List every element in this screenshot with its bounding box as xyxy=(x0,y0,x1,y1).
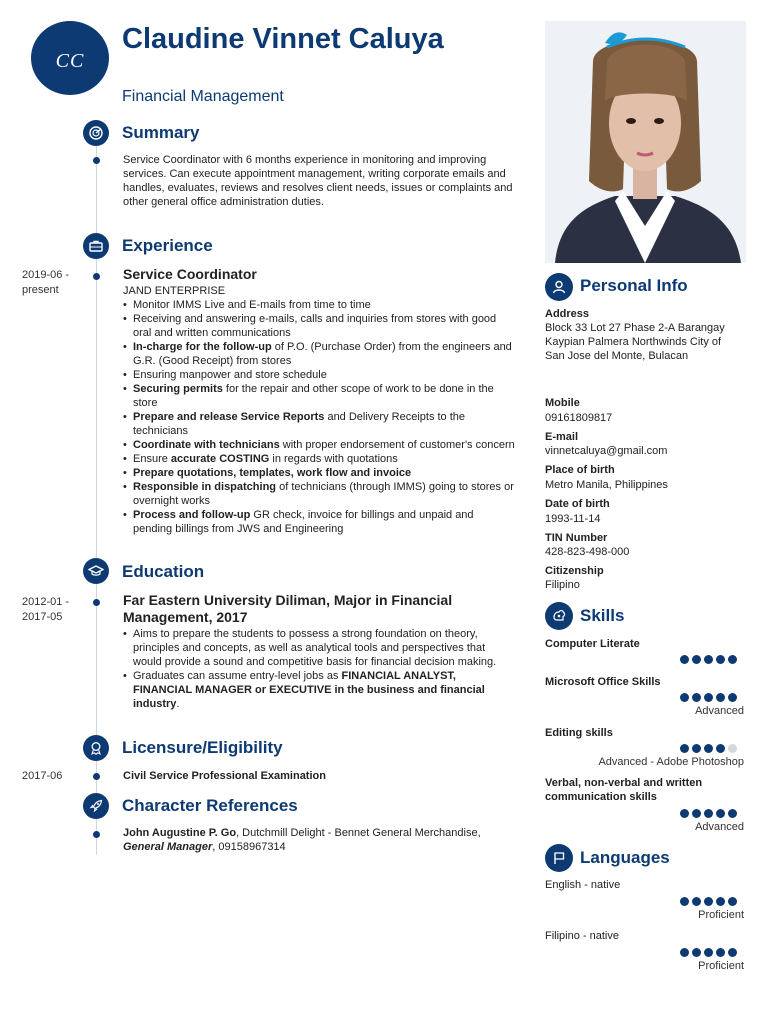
place-of-birth-label: Place of birth xyxy=(545,464,615,476)
rating-dot-filled xyxy=(680,693,689,702)
mobile-label: Mobile xyxy=(545,397,580,409)
skill-name: Verbal, non-verbal and written communication skills xyxy=(545,777,703,803)
reference-position: General Manager xyxy=(123,841,213,853)
experience-role: Service Coordinator xyxy=(123,266,257,282)
rating-dot-filled xyxy=(728,897,737,906)
tin-value: 428-823-498-000 xyxy=(545,546,630,558)
reference-phone: , 09158967314 xyxy=(212,841,286,853)
rating-dot-filled xyxy=(692,809,701,818)
list-item: • Securing permits for the repair and other scope of work to be done in the store xyxy=(123,382,515,410)
references-heading: Character References xyxy=(122,796,298,815)
skill-name: Computer Literate xyxy=(545,638,640,650)
rating-dot-filled xyxy=(680,744,689,753)
puzzle-hand-icon xyxy=(545,602,573,630)
rating-dots xyxy=(680,809,737,818)
language-level: Proficient xyxy=(698,960,744,972)
monogram-initials: CC xyxy=(55,49,85,72)
date-of-birth-label: Date of birth xyxy=(545,498,610,510)
personal-info-heading: Personal Info xyxy=(580,276,688,295)
language-name: Filipino - native xyxy=(545,930,619,942)
education-degree: Far Eastern University Diliman, Major in Financial Management, 2017 xyxy=(123,592,453,625)
rating-dot-filled xyxy=(716,655,725,664)
education-details xyxy=(123,627,515,711)
skill-level: Advanced xyxy=(695,821,744,833)
person-icon xyxy=(545,273,573,301)
rating-dots xyxy=(680,655,737,664)
monogram-badge xyxy=(31,21,109,95)
email-value: vinnetcaluya@gmail.com xyxy=(545,445,668,457)
experience-company: JAND ENTERPRISE xyxy=(123,285,226,297)
address-label: Address xyxy=(545,308,590,320)
award-ribbon-icon xyxy=(83,735,109,761)
timeline-dot xyxy=(93,599,100,606)
skills-heading: Skills xyxy=(580,606,625,625)
education-date: 2012-01 - 2017-05 xyxy=(22,596,70,623)
skill-level: Advanced - Adobe Photoshop xyxy=(598,756,744,768)
list-item: • Responsible in dispatching of technicians (through IMMS) going to stores or overnight works xyxy=(123,480,515,508)
experience-duties xyxy=(123,298,515,536)
rating-dots xyxy=(680,948,737,957)
graduation-cap-icon xyxy=(83,558,109,584)
rating-dots xyxy=(680,744,737,753)
place-of-birth-value: Metro Manila, Philippines xyxy=(545,479,668,491)
reference-name: John Augustine P. Go xyxy=(123,827,237,839)
experience-date: 2019-06 - present xyxy=(22,269,70,296)
skill-level: Advanced xyxy=(695,705,744,717)
summary-heading: Summary xyxy=(122,123,200,142)
citizenship-value: Filipino xyxy=(545,579,580,591)
rating-dot-filled xyxy=(704,744,713,753)
list-item: • Aims to prepare the students to possess a strong foundation on theory, principles and concepts, as well as analytical tools and perspectives that would provide a sound and competitive basis for financial decision making. xyxy=(123,627,515,669)
rating-dot-filled xyxy=(704,655,713,664)
rating-dot-filled xyxy=(704,897,713,906)
radar-icon xyxy=(83,120,109,146)
mobile-value: 09161809817 xyxy=(545,412,613,424)
licensure-date: 2017-06 xyxy=(22,770,63,782)
rating-dot-filled xyxy=(692,897,701,906)
skill-name: Microsoft Office Skills xyxy=(545,676,661,688)
summary-text: Service Coordinator with 6 months experience in monitoring and improving services. Can execute appointment management, writing corporate emails and handles, evaluates, reviews and resolves client needs, issues or complaints and other general office administration duties. xyxy=(123,154,513,208)
list-item: • Ensuring manpower and store schedule xyxy=(123,368,515,382)
rating-dot-filled xyxy=(716,897,725,906)
list-item: • In-charge for the follow-up of P.O. (Purchase Order) from the engineers and G.R. (Good Receipt) from stores xyxy=(123,340,515,368)
rating-dot-filled xyxy=(728,809,737,818)
language-level: Proficient xyxy=(698,909,744,921)
rating-dot-filled xyxy=(692,693,701,702)
rating-dot-filled xyxy=(728,655,737,664)
rating-dot-filled xyxy=(716,948,725,957)
timeline-dot xyxy=(93,773,100,780)
languages-heading: Languages xyxy=(580,848,670,867)
list-item: • Prepare quotations, templates, work flow and invoice xyxy=(123,466,515,480)
citizenship-label: Citizenship xyxy=(545,565,604,577)
rating-dot-filled xyxy=(728,693,737,702)
rating-dot-filled xyxy=(692,744,701,753)
rating-dot-filled xyxy=(704,693,713,702)
timeline-dot xyxy=(93,831,100,838)
rating-dot-filled xyxy=(716,744,725,753)
address-value: Block 33 Lot 27 Phase 2-A Barangay Kaypian Palmera Northwinds City of San Jose del Monte, Bulacan xyxy=(545,322,725,362)
tin-label: TIN Number xyxy=(545,532,608,544)
timeline-dot xyxy=(93,157,100,164)
language-name: English - native xyxy=(545,879,621,891)
candidate-name: Claudine Vinnet Caluya xyxy=(122,23,444,55)
list-item: • Coordinate with technicians with proper endorsement of customer's concern xyxy=(123,438,515,452)
rating-dot-filled xyxy=(680,897,689,906)
rating-dot-filled xyxy=(704,948,713,957)
education-heading: Education xyxy=(122,562,205,581)
list-item: • Prepare and release Service Reports and Delivery Receipts to the technicians xyxy=(123,410,515,438)
rating-dot-empty xyxy=(728,744,737,753)
timeline-dot xyxy=(93,273,100,280)
email-label: E-mail xyxy=(545,431,579,443)
rating-dot-filled xyxy=(692,948,701,957)
rating-dots xyxy=(680,897,737,906)
rating-dot-filled xyxy=(728,948,737,957)
rating-dot-filled xyxy=(716,809,725,818)
rating-dots xyxy=(680,693,737,702)
experience-heading: Experience xyxy=(122,236,213,255)
reference-company: , Dutchmill Delight - Bennet General Merchandise, xyxy=(236,827,481,839)
list-item: • Ensure accurate COSTING in regards with quotations xyxy=(123,452,515,466)
list-item: • Monitor IMMS Live and E-mails from time to time xyxy=(123,298,515,312)
list-item: • Process and follow-up GR check, invoice for billings and unpaid and pending billings from JWS and Engineering xyxy=(123,508,515,536)
licensure-heading: Licensure/Eligibility xyxy=(122,738,283,757)
rating-dot-filled xyxy=(692,655,701,664)
skill-name: Editing skills xyxy=(545,727,613,739)
profile-photo xyxy=(545,21,746,263)
rating-dot-filled xyxy=(716,693,725,702)
licensure-item: Civil Service Professional Examination xyxy=(123,770,326,782)
list-item: • Receiving and answering e-mails, calls and inquiries from stores with good oral and written communications xyxy=(123,312,515,340)
briefcase-icon xyxy=(83,233,109,259)
date-of-birth-value: 1993-11-14 xyxy=(545,513,601,525)
rating-dot-filled xyxy=(704,809,713,818)
rocket-icon xyxy=(83,793,109,819)
rating-dot-filled xyxy=(680,948,689,957)
flag-icon xyxy=(545,844,573,872)
list-item: • Graduates can assume entry-level jobs as FINANCIAL ANALYST, FINANCIAL MANAGER or EXECUTIVE in the business and financial industry. xyxy=(123,669,515,711)
rating-dot-filled xyxy=(680,655,689,664)
reference-entry xyxy=(123,826,513,854)
rating-dot-filled xyxy=(680,809,689,818)
candidate-title: Financial Management xyxy=(122,88,284,105)
